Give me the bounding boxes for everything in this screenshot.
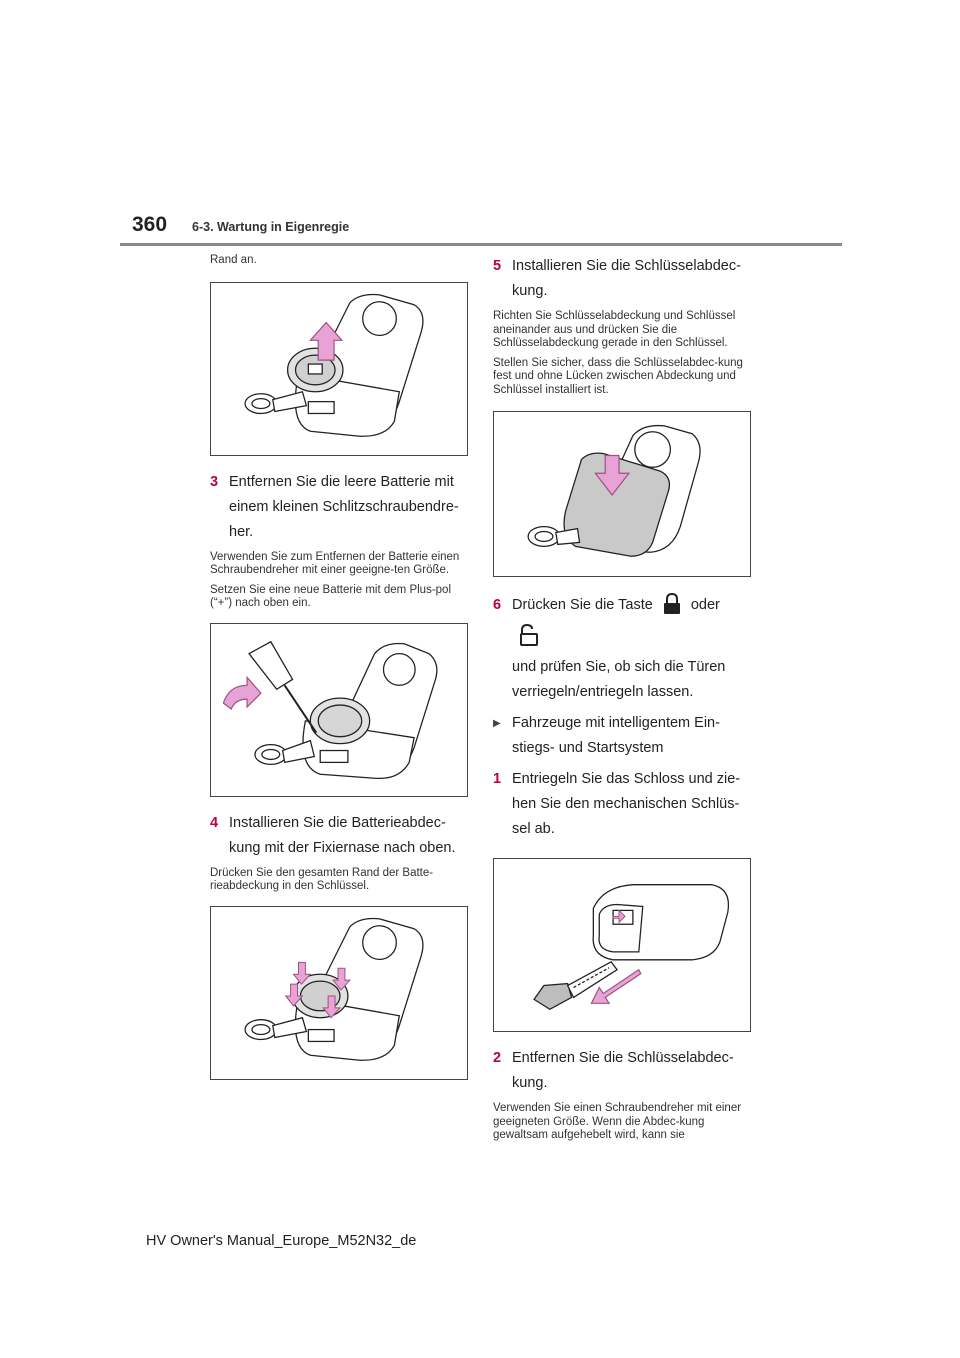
step-3-note-1: Verwenden Sie zum Entfernen der Batterie einen Schraubendreher mit einer geeigne-ten Größe. [210,550,460,576]
lock-open-icon [518,624,538,655]
battery-cover-press-illustration [211,907,467,1079]
step-text: Installieren Sie die Schlüsselabdec-kung. [512,258,741,299]
step-3-note-2: Setzen Sie eine neue Batterie mit dem Plus-pol (“+”) nach oben ein. [210,583,451,609]
illustration-remove-battery [210,623,468,797]
page-number: 360 [132,213,168,236]
step-number: 3 [210,473,219,490]
step-3 [210,470,468,545]
section-title: 6-3. Wartung in Eigenregie [192,220,350,234]
footer-text: HV Owner's Manual_Europe_M52N32_de [146,1233,417,1249]
step-text [512,593,751,705]
step-6 [493,593,751,705]
illustration-install-battery-cover [210,906,468,1080]
step-4 [210,811,468,861]
step-5 [493,254,751,304]
mechanical-key-illustration [494,859,750,1031]
step-4-note: Drücken Sie den gesamten Rand der Batte-rieabdeckung in den Schlüssel. [210,866,434,892]
right-column [493,254,751,1149]
step-text: Entfernen Sie die leere Batterie mit einem kleinen Schlitzschraubendre-her. [229,473,459,540]
step-2-note: Verwenden Sie einen Schraubendreher mit einer geeigneten Größe. Wenn die Abdec-kung gewaltsam aufgehebelt wird, kann sie [493,1102,742,1141]
step-5-note-2: Stellen Sie sicher, dass die Schlüsselabdec-kung fest und ohne Lücken zwischen Abdeckung und Schlüssel installiert ist. [493,356,743,396]
key-cover-press-illustration [494,412,750,576]
bullet-smart-entry [493,711,751,761]
triangle-bullet-icon: ▶ [493,718,501,729]
key-cover-lift-illustration [211,283,467,455]
header-divider [120,243,842,246]
step-text: Installieren Sie die Batterieabdec-kung mit der Fixiernase nach oben. [229,814,456,856]
illustration-remove-mechanical-key [493,858,751,1032]
step-6-text-after: und prüfen Sie, ob sich die Türen verriegeln/entriegeln lassen. [512,659,726,700]
screwdriver-battery-illustration [211,624,467,796]
step-number: 2 [493,1050,502,1066]
step-6-text-mid: oder [690,597,720,613]
step-1 [493,767,751,842]
step-number: 4 [210,814,219,831]
bullet-text: Fahrzeuge mit intelligentem Ein-stiegs- und Startsystem [512,715,720,756]
step-text: Entriegeln Sie das Schloss und zie-hen Sie den mechanischen Schlüs-sel ab. [512,771,741,837]
step-text: Entfernen Sie die Schlüsselabdec-kung. [512,1050,734,1091]
lock-closed-icon [663,593,681,624]
step-number: 6 [493,597,502,613]
step-number: 5 [493,258,502,274]
step-2 [493,1046,751,1096]
rotate-arrow-icon [223,677,261,709]
illustration-install-key-cover [493,411,751,577]
illustration-remove-cover [210,282,468,456]
step-number: 1 [493,771,502,787]
step-5-note-1: Richten Sie Schlüsselabdeckung und Schlüssel aneinander aus und drücken Sie die Schlüsselabdeckung gerade in den Schlüssel. [493,310,736,349]
intro-text: Rand an. [210,254,257,266]
step-6-text-before: Drücken Sie die Taste [512,597,653,613]
left-column [210,254,468,1094]
